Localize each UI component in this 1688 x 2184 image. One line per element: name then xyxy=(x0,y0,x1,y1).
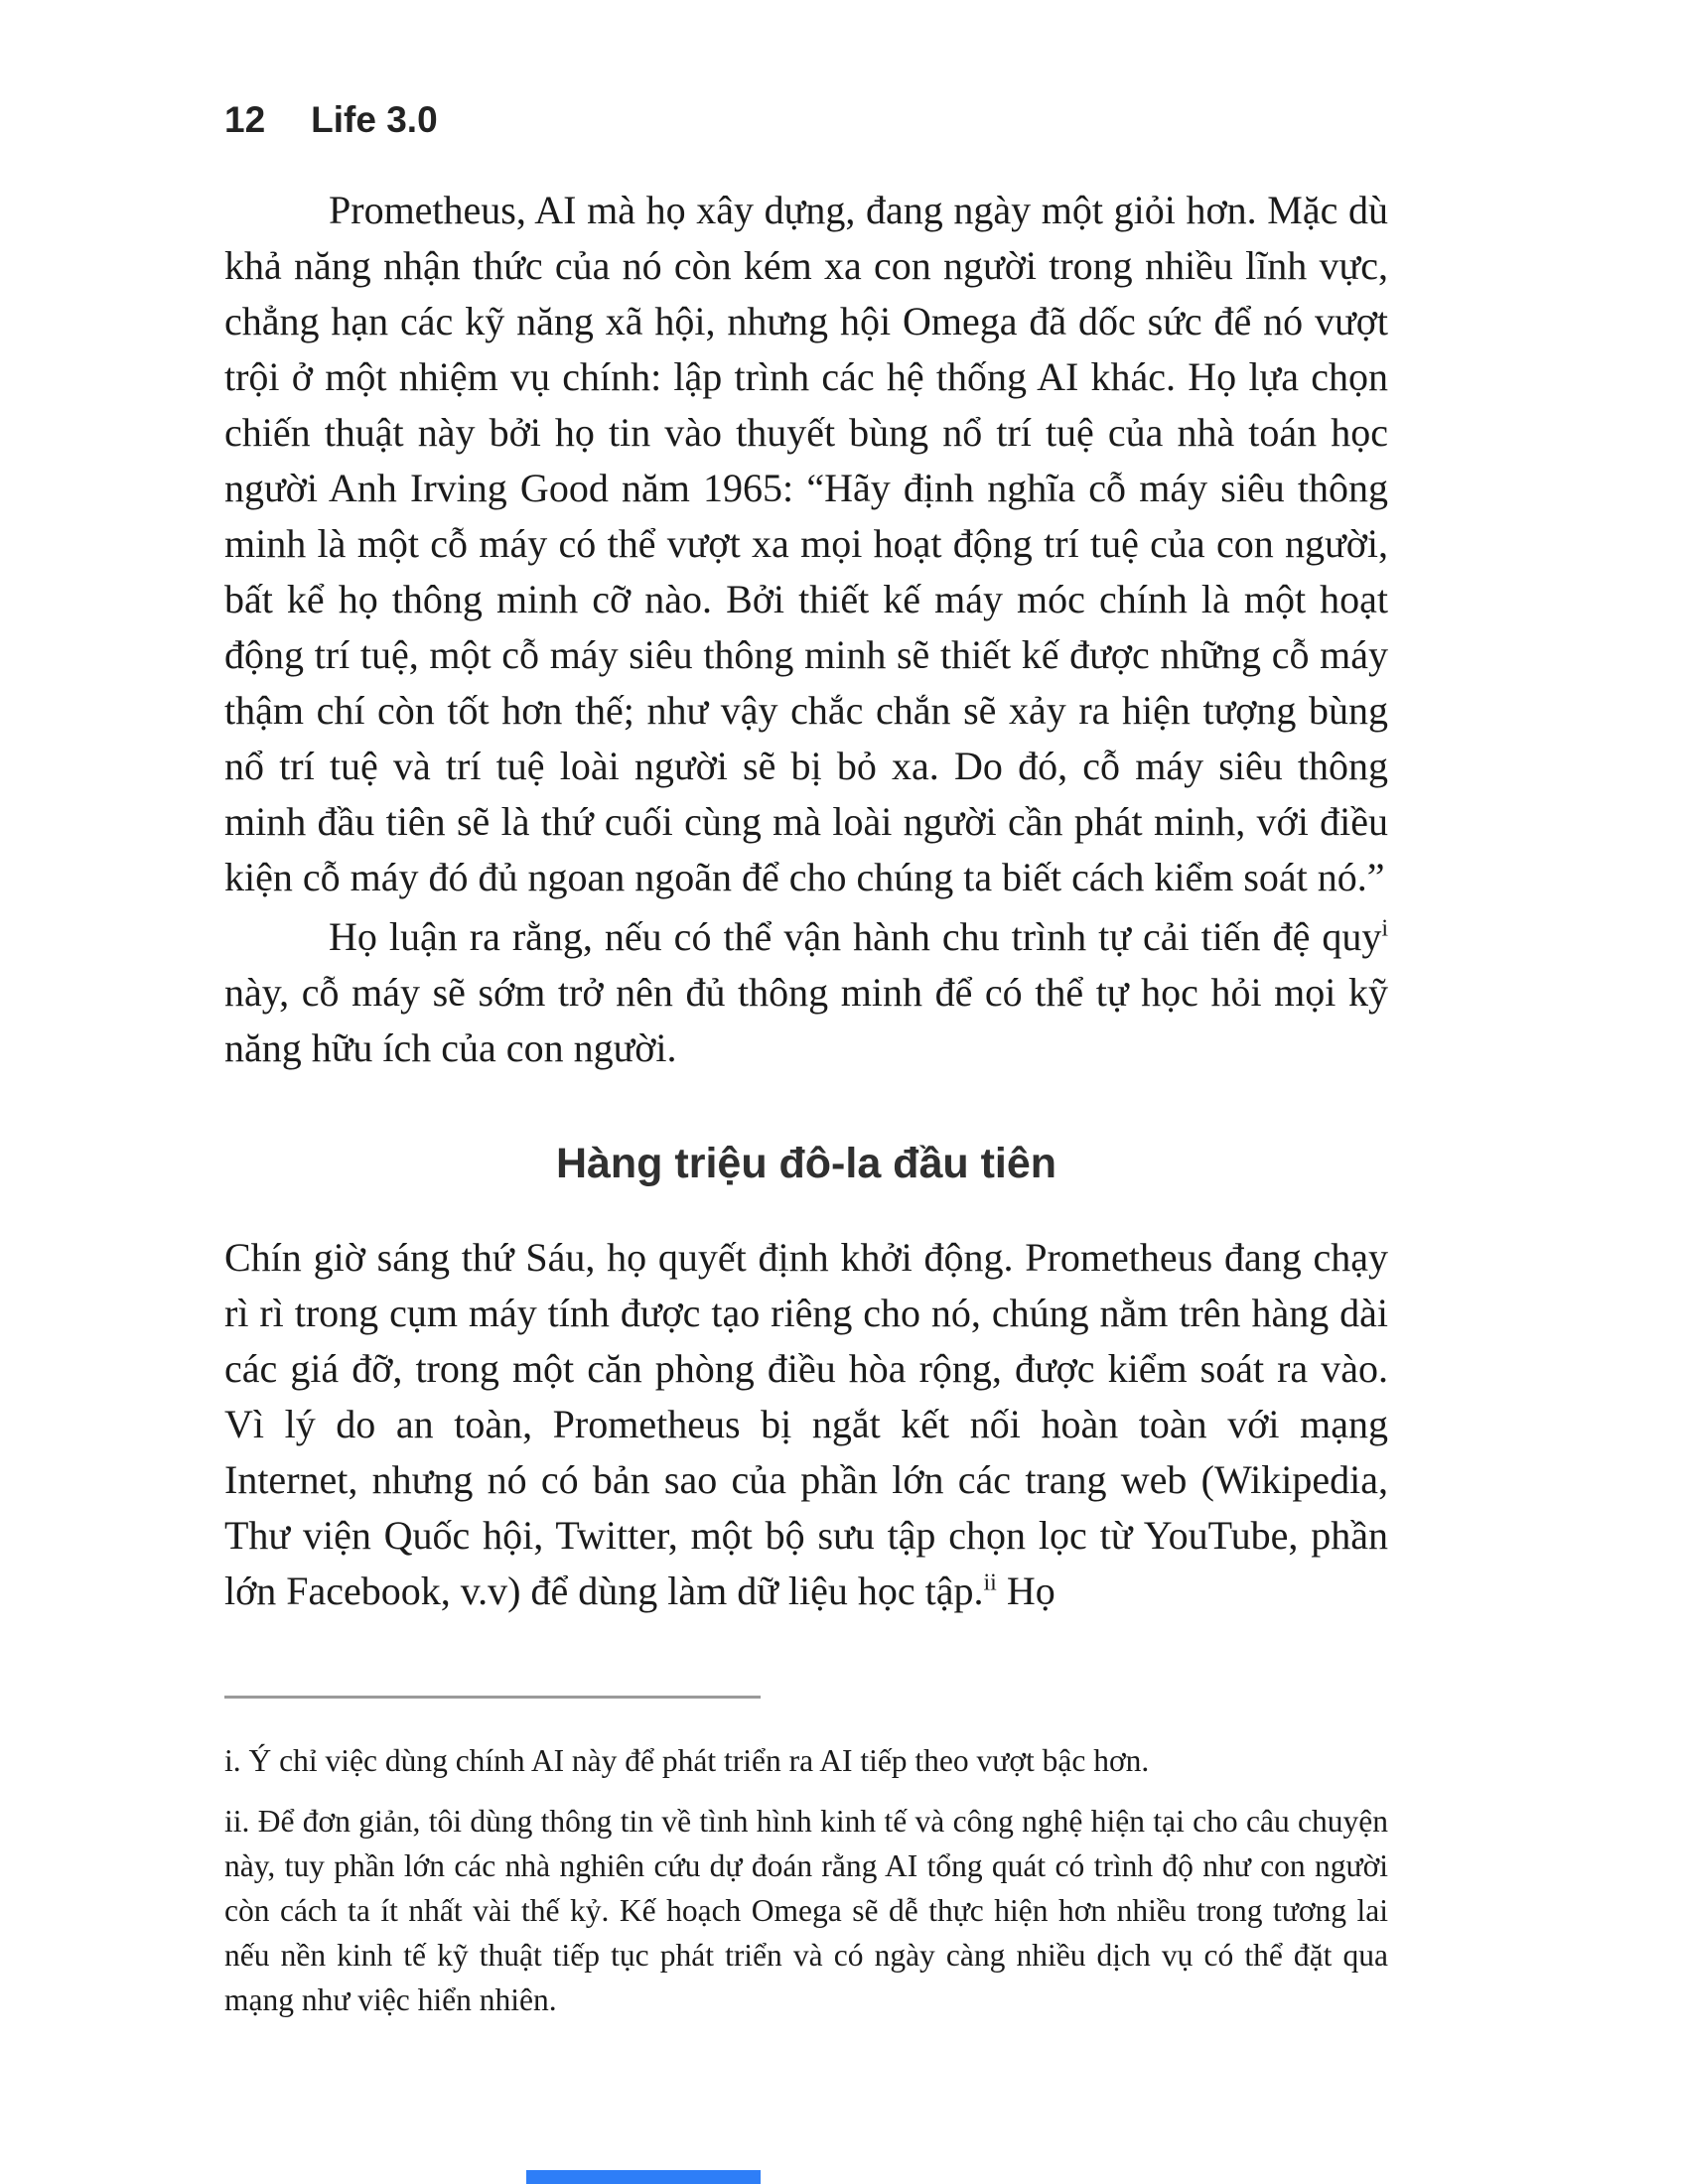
bottom-accent-bar xyxy=(526,2170,761,2184)
footnote-ii: ii. Để đơn giản, tôi dùng thông tin về tình hình kinh tế và công nghệ hiện tại cho câu chuyện này, tuy phần lớn các nhà nghiên cứu dự đoán rằng AI tổng quát có trình độ như con người còn cách ta ít nhất vài thế kỷ. Kế hoạch Omega sẽ dễ thực hiện hơn nhiều trong tương lai nếu nền kinh tế kỹ thuật tiếp tục phát triển và có ngày càng nhiều dịch vụ có thể đặt qua mạng như việc hiển nhiên. xyxy=(224,1804,1388,2017)
page-number: 12 xyxy=(224,99,266,140)
footnote-i: i. Ý chỉ việc dùng chính AI này để phát triển ra AI tiếp theo vượt bậc hơn. xyxy=(224,1743,1150,1778)
paragraph-text-continuation: này, cỗ máy sẽ sớm trở nên đủ thông minh để có thể tự học hỏi mọi kỹ năng hữu ích của con người. xyxy=(224,970,1388,1070)
footnote-divider xyxy=(224,1696,761,1699)
footnote-marker-i: i xyxy=(1381,915,1388,942)
paragraph-text-continuation: Họ xyxy=(996,1569,1055,1613)
text-column xyxy=(224,0,1388,1619)
paragraph-intelligence-explosion: Prometheus, AI mà họ xây dựng, đang ngày một giỏi hơn. Mặc dù khả năng nhận thức của nó còn kém xa con người trong nhiều lĩnh vực, chẳng hạn các kỹ năng xã hội, nhưng hội Omega đã dốc sức để nó vượt trội ở một nhiệm vụ chính: lập trình các hệ thống AI khác. Họ lựa chọn chiến thuật này bởi họ tin vào thuyết bùng nổ trí tuệ của nhà toán học người Anh Irving Good năm 1965: “Hãy định nghĩa cỗ máy siêu thông minh là một cỗ máy có thể vượt xa mọi hoạt động trí tuệ của con người, bất kể họ thông minh cỡ nào. Bởi thiết kế máy móc chính là một hoạt động trí tuệ, một cỗ máy siêu thông minh sẽ thiết kế được những cỗ máy thậm chí còn tốt hơn thế; như vậy chắc chắn sẽ xảy ra hiện tượng bùng nổ trí tuệ và trí tuệ loài người sẽ bị bỏ xa. Do đó, cỗ máy siêu thông minh đầu tiên sẽ là thứ cuối cùng mà loài người cần phát minh, với điều kiện cỗ máy đó đủ ngoan ngoãn để cho chúng ta biết cách kiểm soát nó.” xyxy=(224,188,1388,899)
paragraph-first-millions xyxy=(224,1230,1388,1619)
paragraph-text: Chín giờ sáng thứ Sáu, họ quyết định khởi động. Prometheus đang chạy rì rì trong cụm máy tính được tạo riêng cho nó, chúng nằm trên hàng dài các giá đỡ, trong một căn phòng điều hòa rộng, được kiểm soát ra vào. Vì lý do an toàn, Prometheus bị ngắt kết nối hoàn toàn với mạng Internet, nhưng nó có bản sao của phần lớn các trang web (Wikipedia, Thư viện Quốc hội, Twitter, một bộ sưu tập chọn lọc từ YouTube, phần lớn Facebook, v.v) để dùng làm dữ liệu học tập. xyxy=(224,1235,1388,1613)
paragraph-text: Họ luận ra rằng, nếu có thể vận hành chu trình tự cải tiến đệ quy xyxy=(329,914,1382,959)
page-header xyxy=(224,99,1388,141)
section-heading: Hàng triệu đô-la đầu tiên xyxy=(555,1140,1057,1187)
footnote-marker-ii: ii xyxy=(983,1570,997,1596)
book-title: Life 3.0 xyxy=(311,99,438,140)
footnotes-section xyxy=(224,1696,1388,2038)
paragraph-recursive-improvement xyxy=(224,909,1388,1076)
